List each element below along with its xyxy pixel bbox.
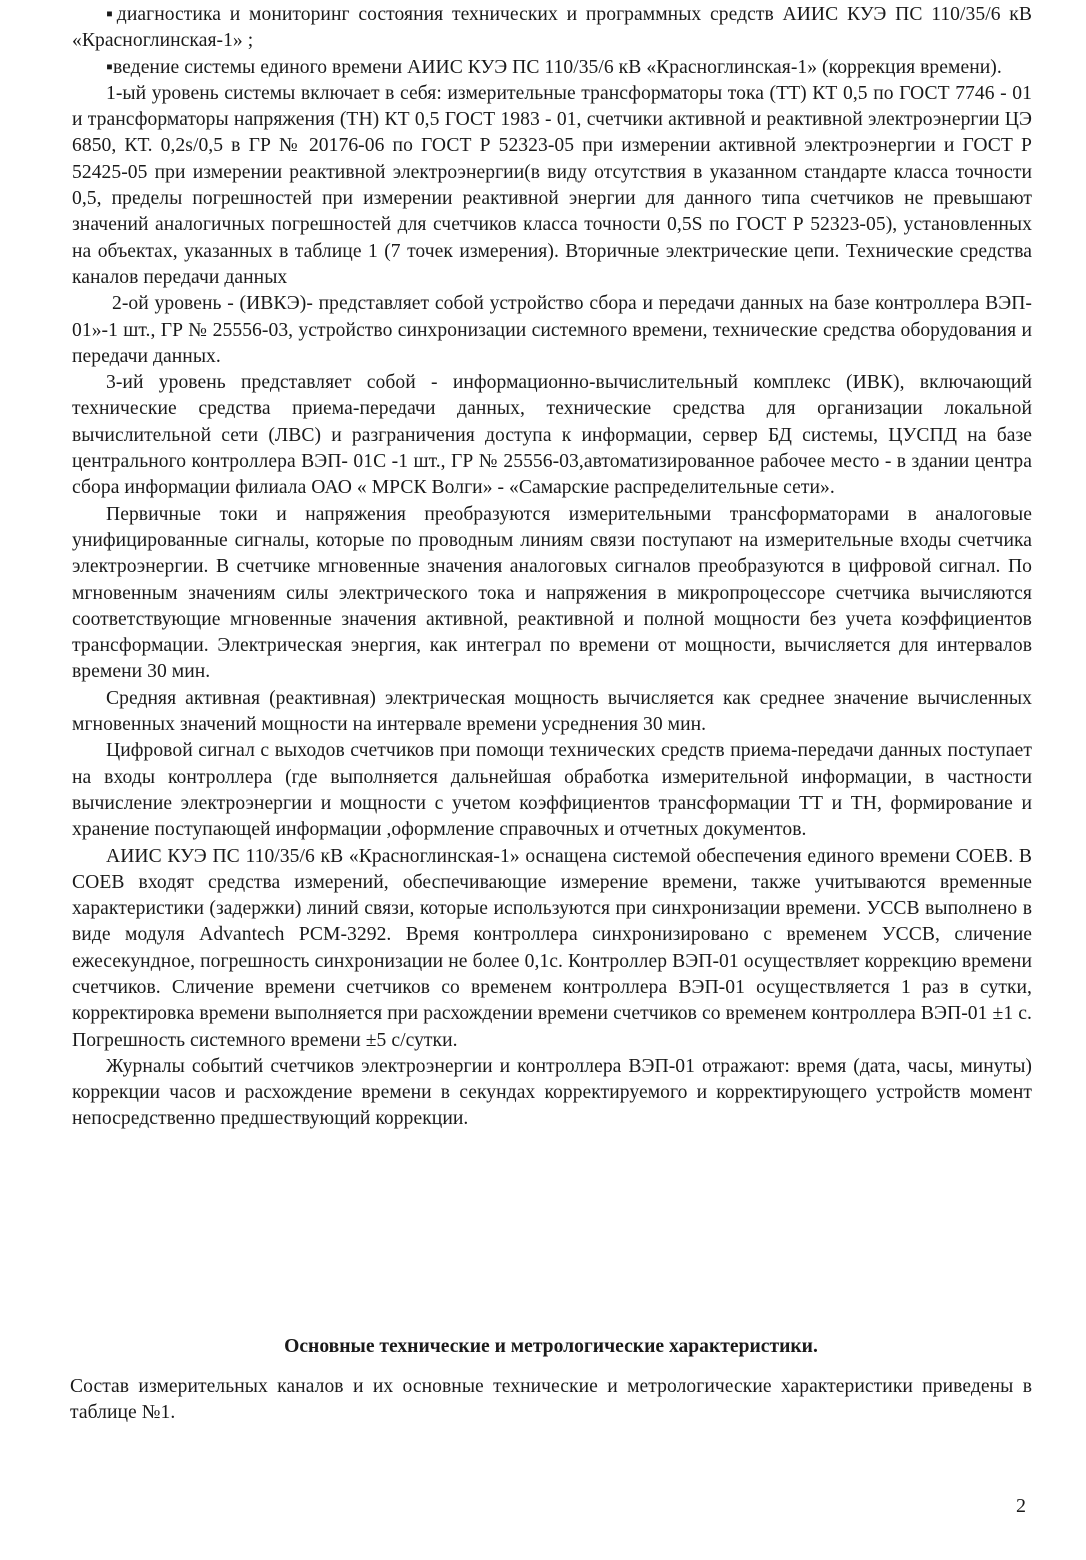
paragraph-primary-currents: Первичные токи и напряжения преобразуются измерительными трансформаторами в аналоговые унифицированные сигналы, которые по проводным линиям связи поступают на измерительные входы счетчика электроэнергии. В счетчике мгновенные значения аналоговых сигналов преобразуются в цифровой сигнал. По мгновенным значениям силы электрического тока и напряжения в микропроцессоре счетчика вычисляются соответствующие мгновенные значения активной, реактивной и полной мощности без учета коэффициентов трансформации. Электрическая энергия, как интеграл по времени от мощности, вычисляется для интервалов времени 30 мин. xyxy=(72,503,1032,683)
paragraph-average-power: Средняя активная (реактивная) электрическая мощность вычисляется как среднее значение вычисленных мгновенных значений мощности на интервале времени усреднения 30 мин. xyxy=(72,687,1032,736)
paragraph-time-system-bullet: ▪ведение системы единого времени АИИС КУЭ ПС 110/35/6 кВ «Красноглинская-1» (коррекция времени). xyxy=(106,56,1002,78)
closing-block xyxy=(70,1374,1032,1427)
paragraph-level-1: 1-ый уровень системы включает в себя: измерительные трансформаторы тока (ТТ) КТ 0,5 по ГОСТ 7746 - 01 и трансформаторы напряжения (ТН) КТ 0,5 ГОСТ 1983 - 01, счетчики активной и реактивной электроэнергии ЦЭ 6850, КТ. 0,2s/0,5 в ГР № 20176-06 по ГОСТ Р 52323-05 при измерении активной электроэнергии и ГОСТ Р 52425-05 при измерении реактивной электроэнергии(в виду отсутствия в указанном стандарте класса точности 0,5, пределы погрешностей при измерении реактивной энергии для данного типа счетчиков не превышают значений аналогичных погрешностей для счетчиков класса точности 0,5S по ГОСТ Р 52323-05), установленных на объектах, указанных в таблице 1 (7 точек измерения). Вторичные электрические цепи. Технические средства каналов передачи данных xyxy=(72,82,1032,288)
paragraph-table-reference: Состав измерительных каналов и их основные технические и метрологические характеристики приведены в таблице №1. xyxy=(70,1376,1032,1424)
paragraph-time-sync-soev: АИИС КУЭ ПС 110/35/6 кВ «Красноглинская-1» оснащена системой обеспечения единого времени СОЕВ. В СОЕВ входят средства измерений, обеспечивающие измерение времени, также учитываются временные характеристики (задержки) линий связи, которые используются при синхронизации времени. УССВ выполнено в виде модуля Advantech PCM-3292. Время контроллера синхронизировано с временем УССВ, сличение ежесекундное, погрешность синхронизации не более 0,1с. Контроллер ВЭП-01 осуществляет коррекцию времени счетчиков. Сличение времени счетчиков со временем контроллера ВЭП-01 осуществляется 1 раз в сутки, корректировка времени выполняется при расхождении времени счетчиков со временем контроллера ВЭП-01 ±1 с. Погрешность системного времени ±5 с/сутки. xyxy=(72,845,1032,1051)
paragraph-event-logs: Журналы событий счетчиков электроэнергии и контроллера ВЭП-01 отражают: время (дата, часы, минуты) коррекции часов и расхождение времени в секундах корректируемого и корректирующего устройств момент непосредственно предшествующий коррекции. xyxy=(72,1055,1032,1130)
paragraph-digital-signal: Цифровой сигнал с выходов счетчиков при помощи технических средств приема-передачи данных поступает на входы контроллера (где выполняется дальнейшая обработка измерительной информации, в частности вычисление электроэнергии и мощности с учетом коэффициентов трансформации ТТ и ТН, формирование и хранение поступающей информации ,оформление справочных и отчетных документов. xyxy=(72,740,1032,841)
document-body xyxy=(72,2,1032,1133)
section-heading: Основные технические и метрологические характеристики. xyxy=(284,1336,818,1357)
paragraph-diagnostics-bullet: ▪диагностика и мониторинг состояния технических и программных средств АИИС КУЭ ПС 110/35/6 кВ «Красноглинская-1» ; xyxy=(72,4,1032,52)
paragraph-level-3: 3-ий уровень представляет собой - информационно-вычислительный комплекс (ИВК), включающий технические средства приема-передачи данных, технические средства для организации локальной вычислительной сети (ЛВС) и разграничения доступа к информации, сервер БД системы, ЦУСПД на базе центрального контроллера ВЭП- 01С -1 шт., ГР № 25556-03,автоматизированное рабочее место - в здании центра сбора информации филиала ОАО « МРСК Волги» - «Самарские распределительные сети». xyxy=(72,372,1032,499)
paragraph-level-2: 2-ой уровень - (ИВКЭ)- представляет собой устройство сбора и передачи данных на базе контроллера ВЭП- 01»-1 шт., ГР № 25556-03, устройство синхронизации системного времени, технические средства оборудования и передачи данных. xyxy=(72,293,1032,367)
page-number: 2 xyxy=(1016,1495,1026,1517)
